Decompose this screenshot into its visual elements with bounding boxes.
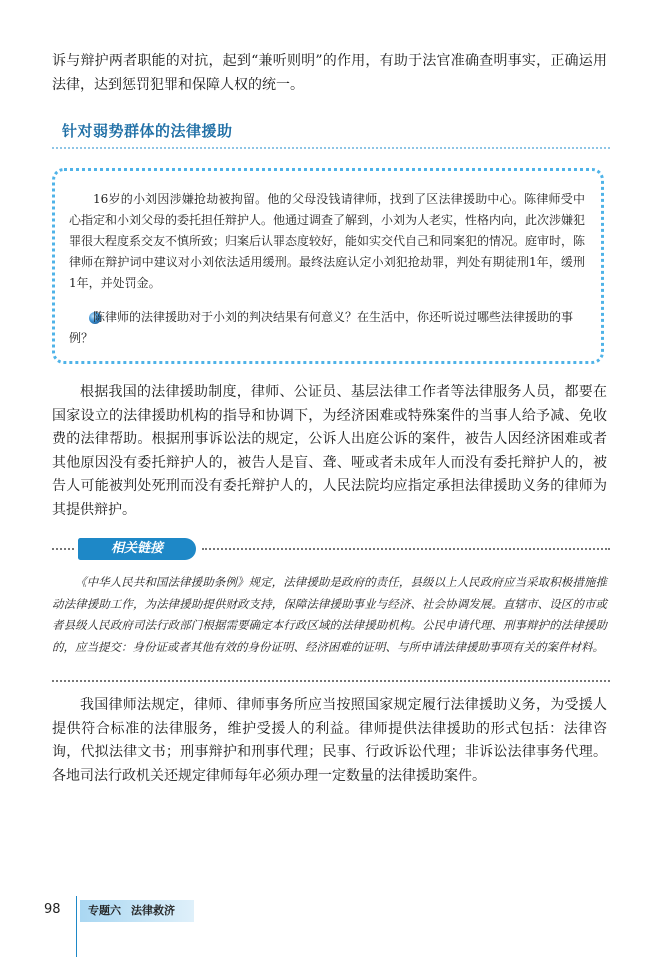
heading-divider [52, 147, 610, 149]
case-box [52, 168, 604, 364]
related-link-badge: 相关链接 [78, 538, 196, 560]
related-link-header [52, 538, 610, 560]
chapter-tag [80, 900, 194, 922]
discussion-question: 陈律师的法律援助对于小刘的判决结果有何意义？在生活中，你还听说过哪些法律援助的事例？ [69, 310, 574, 345]
related-link-divider [52, 680, 610, 682]
case-text: 16岁的小刘因涉嫌抢劫被拘留。他的父母没钱请律师，找到了区法律援助中心。陈律师受中心指定和小刘父母的委托担任辩护人。他通过调查了解到，小刘为人老实，性格内向，此次涉嫌犯罪很大程度系交友不慎所致；归案后认罪态度较好，能如实交代自己和同案犯的情况。庭审时，陈律师在辩护词中建议对小刘依法适用缓刑。最终法庭认定小刘犯抢劫罪，判处有期徒刑1年，缓刑1年，并处罚金。 [69, 192, 586, 290]
page-number: 98 [44, 902, 61, 917]
intro-paragraph: 诉与辩护两者职能的对抗，起到“兼听则明”的作用，有助于法官准确查明事实，正确运用法律，达到惩罚犯罪和保障人权的统一。 [52, 53, 607, 93]
closing-paragraph: 我国律师法规定，律师、律师事务所应当按照国家规定履行法律援助义务，为受援人提供符合标准的法律服务，维护受援人的利益。律师提供法律援助的形式包括：法律咨询，代拟法律文书；刑事辩护和刑事代理；民事、行政诉讼代理；非诉讼法律事务代理。各地司法行政机关还规定律师每年必须办理一定数量的法律援助案件。 [52, 697, 607, 784]
divider-dots [52, 548, 74, 550]
chapter-title: 法律救济 [131, 904, 175, 917]
divider-dots [202, 548, 610, 550]
main-paragraph: 根据我国的法律援助制度，律师、公证员、基层法律工作者等法律服务人员，都要在国家设立的法律援助机构的指导和协调下，为经济困难或特殊案件的当事人给予减、免收费的法律帮助。根据刑事诉讼法的规定，公诉人出庭公诉的案件，被告人因经济困难或者其他原因没有委托辩护人的，被告人是盲、聋、哑或者未成年人而没有委托辩护人的，被告人可能被判处死刑而没有委托辩护人的，人民法院均应指定承担法律援助义务的律师为其提供辩护。 [52, 384, 607, 518]
footer-rule [76, 896, 77, 957]
chapter-topic: 专题六 [88, 904, 121, 917]
related-link-text: 《中华人民共和国法律援助条例》规定，法律援助是政府的责任，县级以上人民政府应当采取积极措施推动法律援助工作，为法律援助提供财政支持，保障法律援助事业与经济、社会协调发展。直辖市、设区的市或者县级人民政府司法行政部门根据需要确定本行政区域的法律援助机构。公民申请代理、刑事辩护的法律援助的，应当提交：身份证或者其他有效的身份证明、经济困难的证明、与所申请法律援助事项有关的案件材料。 [52, 575, 607, 654]
section-heading: 针对弱势群体的法律援助 [62, 122, 233, 140]
